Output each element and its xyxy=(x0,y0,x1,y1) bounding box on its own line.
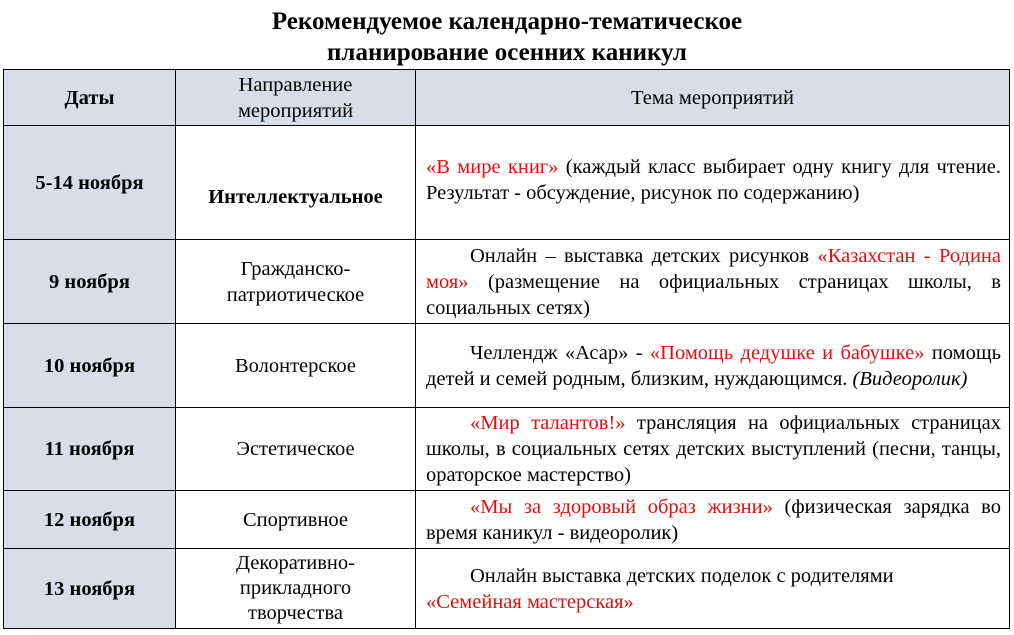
row-direction: Интеллектуальное xyxy=(176,126,416,240)
header-direction-line2: мероприятий xyxy=(237,99,354,122)
title-line-2: планирование осенних каникул xyxy=(327,39,687,66)
table-row xyxy=(4,491,1010,549)
row-direction-line1: Гражданско- xyxy=(240,257,351,280)
row-direction-line1: Декоративно- xyxy=(236,552,355,574)
topic-prefix: Онлайн выставка детских поделок с родителями xyxy=(470,564,894,587)
topic-prefix: Онлайн – выставка детских рисунков xyxy=(470,244,818,267)
topic-highlight: «Помощь дедушке и бабушке» xyxy=(649,341,925,364)
header-dates: Даты xyxy=(4,70,176,126)
table-row xyxy=(4,126,1010,240)
topic-text: трансляция на официальных страницах школы, в социальных сетях детских выступлений (песни, танцы, ораторское мастерство) xyxy=(426,412,1001,486)
topic-highlight: «В мире книг» xyxy=(426,155,559,178)
title-line-1: Рекомендуемое календарно-тематическое xyxy=(271,8,743,35)
row-date: 10 ноября xyxy=(4,324,176,408)
topic-highlight: «Мы за здоровый образ жизни» xyxy=(470,495,773,518)
row-topic xyxy=(416,324,1010,408)
topic-highlight: «Мир талантов!» xyxy=(470,412,626,434)
events-table xyxy=(3,69,1010,629)
row-topic xyxy=(416,240,1010,324)
topic-text: (размещение на официальных страницах школы, в социальных сетях) xyxy=(426,270,1001,319)
row-direction-line2: прикладного xyxy=(239,577,352,599)
header-topic: Тема мероприятий xyxy=(416,70,1010,126)
page-title xyxy=(0,6,1014,68)
row-date: 13 ноября xyxy=(4,549,176,629)
topic-text: помощь детей и семей родным, близким, нуждающимся. xyxy=(426,341,1001,390)
topic-text: (каждый класс выбирает одну книгу для чтение. Результат - обсуждение, рисунок по содержанию) xyxy=(426,155,1002,204)
topic-highlight: «Семейная мастерская» xyxy=(426,590,634,613)
row-direction: Спортивное xyxy=(176,491,416,549)
row-direction xyxy=(176,549,416,629)
row-topic xyxy=(416,408,1010,491)
row-direction: Эстетическое xyxy=(176,408,416,491)
topic-highlight: «Казахстан - Родина моя» xyxy=(426,244,1001,293)
topic-italic: (Видеоролик) xyxy=(852,367,968,390)
row-direction xyxy=(176,240,416,324)
topic-text: (физическая зарядка во время каникул - видеоролик) xyxy=(426,495,1001,544)
row-topic xyxy=(416,549,1010,629)
row-topic xyxy=(416,491,1010,549)
table-row xyxy=(4,240,1010,324)
topic-prefix: Челлендж «Асар» - xyxy=(470,341,650,364)
row-topic xyxy=(416,126,1010,240)
table-header-row xyxy=(4,70,1010,126)
table-row xyxy=(4,408,1010,491)
row-date: 5-14 ноября xyxy=(4,126,176,240)
table-row xyxy=(4,549,1010,629)
row-direction-line2: патриотическое xyxy=(226,283,365,306)
header-direction-line1: Направление xyxy=(238,73,353,96)
table-row xyxy=(4,324,1010,408)
row-direction: Волонтерское xyxy=(176,324,416,408)
row-date: 9 ноября xyxy=(4,240,176,324)
row-direction-line3: творчества xyxy=(248,602,343,624)
header-direction xyxy=(176,70,416,126)
row-date: 12 ноября xyxy=(4,491,176,549)
row-date: 11 ноября xyxy=(4,408,176,491)
